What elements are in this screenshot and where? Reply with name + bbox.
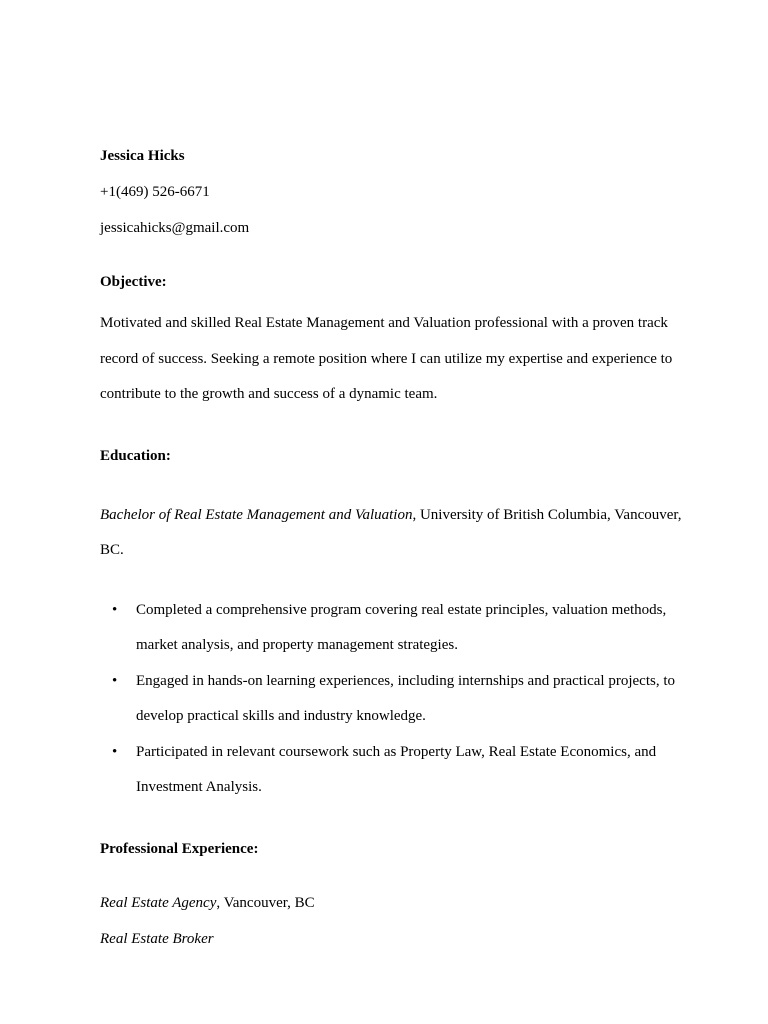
degree-title: Bachelor of Real Estate Management and Valuation bbox=[100, 506, 413, 523]
list-item bbox=[100, 735, 690, 806]
list-item-text: Participated in relevant coursework such as Property Law, Real Estate Economics, and Investment Analysis. bbox=[136, 743, 657, 795]
job-role: Real Estate Broker bbox=[100, 930, 214, 947]
resume-content bbox=[100, 145, 690, 950]
company-name: Real Estate Agency bbox=[100, 894, 217, 911]
experience-entry bbox=[100, 892, 690, 914]
list-item-text: Completed a comprehensive program covering real estate principles, valuation methods, market analysis, and property management strategies. bbox=[136, 601, 667, 653]
bullet-icon: • bbox=[112, 672, 118, 689]
institution-name: , University of British Columbia, Vancouver, BC. bbox=[100, 506, 682, 558]
objective-heading: Objective: bbox=[100, 274, 167, 290]
email-address: jessicahicks@gmail.com bbox=[100, 220, 250, 236]
phone-number: +1(469) 526-6671 bbox=[100, 184, 210, 200]
objective-text: Motivated and skilled Real Estate Management and Valuation professional with a proven track record of success. Seeking a remote position where I can utilize my expertise and experience to contribute to the growth and success of a dynamic team. bbox=[100, 315, 673, 402]
list-item bbox=[100, 593, 690, 664]
education-bullet-list bbox=[100, 593, 690, 806]
candidate-name: Jessica Hicks bbox=[100, 148, 185, 164]
education-heading: Education: bbox=[100, 447, 171, 464]
company-location: , Vancouver, BC bbox=[216, 894, 315, 911]
list-item-text: Engaged in hands-on learning experiences, including internships and practical projects, to develop practical skills and industry knowledge. bbox=[136, 672, 675, 724]
experience-heading: Professional Experience: bbox=[100, 840, 259, 857]
bullet-icon: • bbox=[112, 743, 118, 760]
bullet-icon: • bbox=[112, 601, 118, 618]
list-item bbox=[100, 664, 690, 735]
education-entry bbox=[100, 498, 690, 569]
